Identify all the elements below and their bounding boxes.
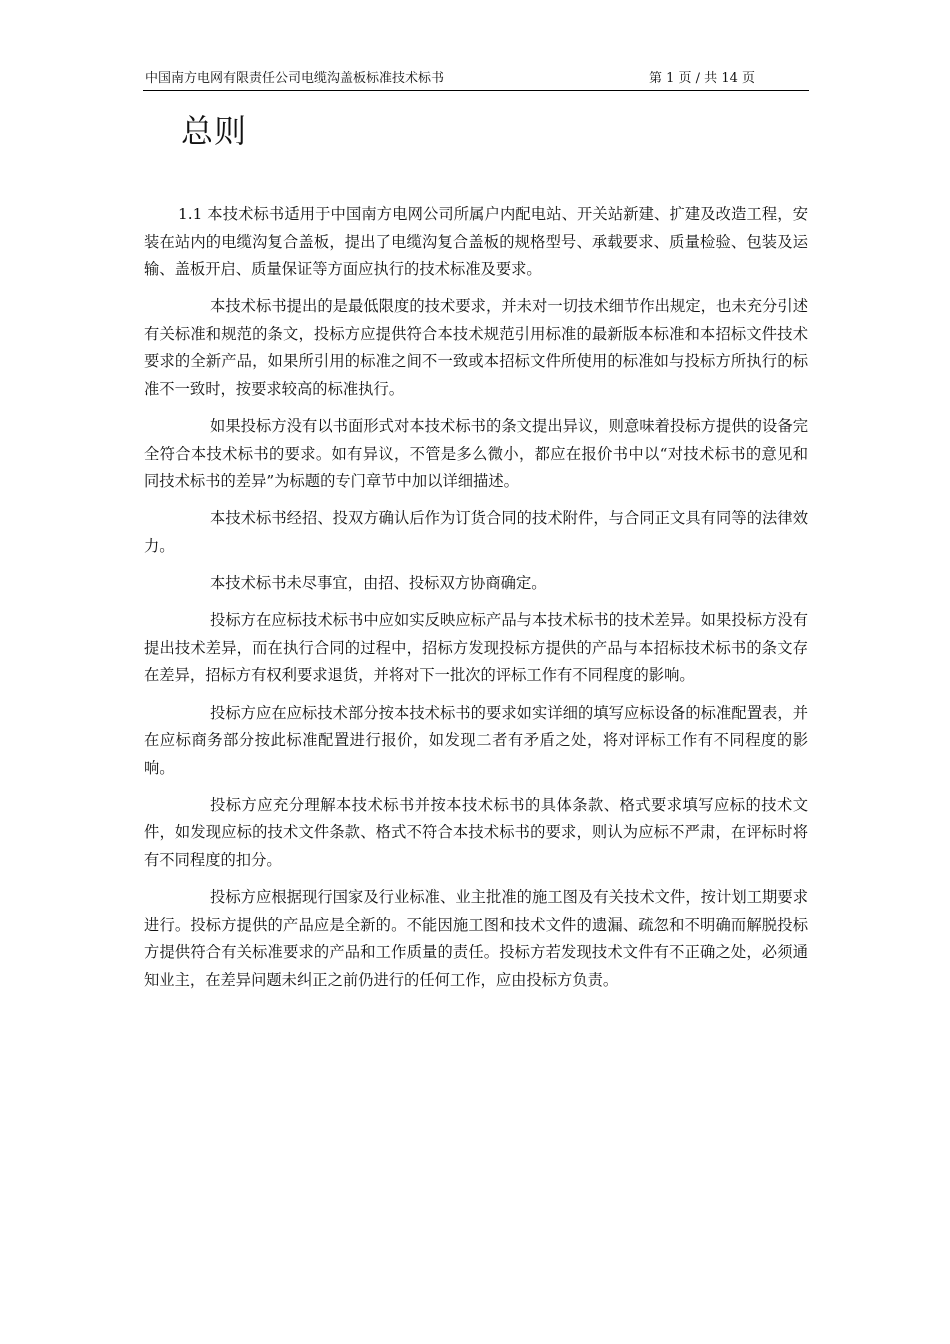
paragraph-9: 投标方应根据现行国家及行业标准、业主批准的施工图及有关技术文件，按计划工期要求进行。投标方提供的产品应是全新的。不能因施工图和技术文件的遗漏、疏忽和不明确而解脱投标方提供符合有关标准要求的产品和工作质量的责任。投标方若发现技术文件有不正确之处，必须通知业主，在差异问题未纠正之前仍进行的任何工作，应由投标方负责。 xyxy=(144,888,808,989)
paragraph-3: 如果投标方没有以书面形式对本技术标书的条文提出异议，则意味着投标方提供的设备完全符合本技术标书的要求。如有异议，不管是多么微小，都应在报价书中以“对技术标书的意见和同技术标书的差异”为标题的专门章节中加以详细描述。 xyxy=(144,417,808,491)
section-heading: 总则 xyxy=(181,112,248,150)
paragraph-6: 投标方在应标技术标书中应如实反映应标产品与本技术标书的技术差异。如果投标方没有提出技术差异，而在执行合同的过程中，招标方发现投标方提供的产品与本招标技术标书的条文存在差异，招标方有权利要求退货，并将对下一批次的评标工作有不同程度的影响。 xyxy=(144,611,808,685)
page-header xyxy=(143,70,809,91)
header-page-number: 第 1 页 / 共 14 页 xyxy=(649,71,755,86)
paragraph-7: 投标方应在应标技术部分按本技术标书的要求如实详细的填写应标设备的标准配置表，并在应标商务部分按此标准配置进行报价，如发现二者有矛盾之处，将对评标工作有不同程度的影响。 xyxy=(144,703,808,777)
header-document-title: 中国南方电网有限责任公司电缆沟盖板标准技术标书 xyxy=(145,71,445,86)
document-body xyxy=(144,201,808,1004)
paragraph-8: 投标方应充分理解本技术标书并按本技术标书的具体条款、格式要求填写应标的技术文件，如发现应标的技术文件条款、格式不符合本技术标书的要求，则认为应标不严肃，在评标时将有不同程度的扣分。 xyxy=(144,795,808,869)
paragraph-1: 1.1 本技术标书适用于中国南方电网公司所属户内配电站、开关站新建、扩建及改造工程，安装在站内的电缆沟复合盖板，提出了电缆沟复合盖板的规格型号、承载要求、质量检验、包装及运输、盖板开启、质量保证等方面应执行的技术标准及要求。 xyxy=(144,205,808,279)
paragraph-5: 本技术标书未尽事宜，由招、投标双方协商确定。 xyxy=(210,574,547,593)
paragraph-4: 本技术标书经招、投双方确认后作为订货合同的技术附件，与合同正文具有同等的法律效力。 xyxy=(144,509,808,556)
paragraph-2: 本技术标书提出的是最低限度的技术要求，并未对一切技术细节作出规定，也未充分引述有关标准和规范的条文，投标方应提供符合本技术规范引用标准的最新版本标准和本招标文件技术要求的全新产品，如果所引用的标准之间不一致或本招标文件所使用的标准如与投标方所执行的标准不一致时，按要求较高的标准执行。 xyxy=(144,297,808,399)
